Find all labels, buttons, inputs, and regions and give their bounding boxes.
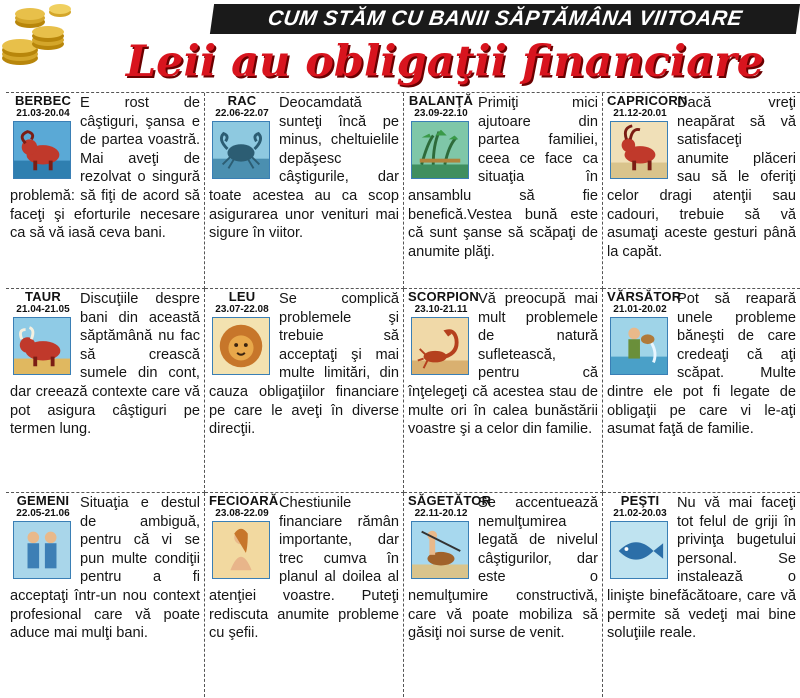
sign-dates: 22.05-21.06: [16, 508, 70, 519]
twins-icon: [13, 521, 71, 579]
sign-card-varsator: [603, 289, 800, 493]
sign-card-gemeni: [6, 493, 205, 697]
sign-text: E rost de câştiguri, şansa e de partea voastră. Mai aveţi de rezolvat o singură problemă: să fiţi de acord să faceţi şi eforturile necesare ca să vă iasă ceva bani.: [10, 95, 200, 242]
coins-icon: [0, 0, 72, 70]
sign-card-pesti: [603, 493, 800, 697]
sign-name: VĂRSĂTOR: [607, 289, 682, 304]
sign-name: BERBEC: [14, 93, 72, 108]
archer-icon: [411, 521, 469, 579]
sign-dates: 21.02-20.03: [613, 508, 667, 519]
sign-dates: 21.12-20.01: [613, 108, 667, 119]
virgin-icon: [212, 521, 270, 579]
sign-name: LEU: [228, 289, 256, 304]
sign-header: [607, 494, 673, 584]
sign-text: Primiţi mici ajutoare din partea familiei, ceea ce face ca situaţia în ansamblu să fie benefică.Vestea bună este că sunt şanse să scăpaţi de anumite plăţi.: [408, 95, 598, 260]
sign-header: [408, 289, 479, 380]
sign-header: [209, 290, 275, 380]
sign-header: [10, 94, 76, 184]
sign-dates: 22.06-22.07: [215, 108, 269, 119]
fish-icon: [610, 521, 668, 579]
sign-dates: 23.09-22.10: [414, 108, 468, 119]
section-kicker: CUM STĂM CU BANII SĂPTĂMÂNA VIITOARE: [210, 4, 800, 34]
sign-name: FECIOARĂ: [209, 493, 279, 508]
sign-text: Deocamdată sunteţi încă pe minus, cheltuielile depăşesc câştigurile, dar toate acestea au ca scop asigurarea unor venituri mai sigure în viitor.: [209, 95, 399, 242]
lion-icon: [212, 317, 270, 375]
sign-text: Dacă vreţi neapărat să vă satisfaceţi anumite plăceri sau să le oferiţi celor dragi atenţii sau cadouri, trebuie să vă asumaţi aceste gesturi până la capăt.: [607, 95, 796, 260]
sign-dates: 23.07-22.08: [215, 304, 269, 315]
bull-icon: [13, 317, 71, 375]
sign-card-berbec: [6, 93, 205, 289]
sign-header: [607, 289, 682, 380]
sign-card-capricorn: [603, 93, 800, 289]
sign-dates: 23.10-21.11: [414, 304, 468, 315]
sign-dates: 21.03-20.04: [16, 108, 70, 119]
sign-text: Nu vă mai faceţi tot felul de griji în privinţa bugetului personal. Se instalează o linişte binefăcătoare, care vă permite să vedeţi mai bine soluţiile reale.: [607, 495, 796, 642]
sign-name: SCORPION: [408, 289, 479, 304]
sign-name: SĂGETĂTOR: [408, 493, 492, 508]
goat-icon: [610, 121, 668, 179]
sign-card-taur: [6, 289, 205, 493]
sign-text: Se accentuează nemulţumirea legată de nivelul câştigurilor, dar este o nemulţumire constructivă, care vă poate mobiliza să găsiţi noi surse de venit.: [408, 495, 598, 642]
sign-text: Se complică problemele şi trebuie să acceptaţi şi mai multe limitări, din cauza obligaţiilor financiare pe care le aveţi în diverse direcţii.: [209, 291, 399, 438]
crab-icon: [212, 121, 270, 179]
sign-text: Discuţiile despre bani din această săptămână nu fac să crească sumele din cont, dar creează contexte care vă pot asigura câştiguri pe termen lung.: [10, 291, 200, 438]
sign-card-fecioara: [205, 493, 404, 697]
sign-name: RAC: [227, 93, 257, 108]
sign-text: Chestiunile financiare rămân importante, dar trec cumva în planul al doilea al atenţiei voastre. Puteţi rediscuta anumite probleme cu şefii.: [209, 495, 399, 642]
sign-header: [209, 493, 279, 584]
scorpion-icon: [411, 317, 469, 375]
sign-header: [408, 94, 474, 184]
sign-name: TAUR: [25, 289, 61, 304]
sign-text: Situaţia e destul de ambiguă, pentru că vi se pun multe condiţii pentru a fi acceptaţi într-un nou context profesional care vă poate aduce mai mulţi bani.: [10, 495, 200, 642]
sign-card-scorpion: [404, 289, 603, 493]
sign-dates: 23.08-22.09: [215, 508, 269, 519]
horoscope-grid: [6, 92, 800, 697]
sign-dates: 21.01-20.02: [613, 304, 667, 315]
page-headline: Leii au obligaţii financiare: [125, 37, 765, 87]
sign-header: [10, 494, 76, 584]
sign-card-balanta: [404, 93, 603, 289]
sign-header: [607, 93, 688, 184]
sign-name: BALANŢĂ: [408, 93, 474, 108]
sign-card-sagetator: [404, 493, 603, 697]
sign-name: CAPRICORN: [607, 93, 688, 108]
water-bearer-icon: [610, 317, 668, 375]
ram-icon: [13, 121, 71, 179]
sign-card-rac: [205, 93, 404, 289]
sign-dates: 22.11-20.12: [414, 508, 468, 519]
sign-dates: 21.04-21.05: [16, 304, 70, 315]
sign-text: Vă preocupă mai mult problemele de natură sufletească, pentru că înţelegeţi că acestea stau de multe ori în calea bunăstării voastre şi a celor din familie.: [408, 291, 598, 438]
sign-text: Pot să reapară unele probleme băneşti de care credeaţi că aţi scăpat. Multe dintre ele pot fi legate de obligaţii pe care vi le-aţi asumat faţă de familie.: [607, 291, 796, 438]
sign-header: [10, 290, 76, 380]
scales-icon: [411, 121, 469, 179]
sign-name: PEŞTI: [620, 493, 660, 508]
sign-name: GEMENI: [16, 493, 70, 508]
sign-header: [209, 94, 275, 184]
sign-header: [408, 493, 492, 584]
sign-card-leu: [205, 289, 404, 493]
